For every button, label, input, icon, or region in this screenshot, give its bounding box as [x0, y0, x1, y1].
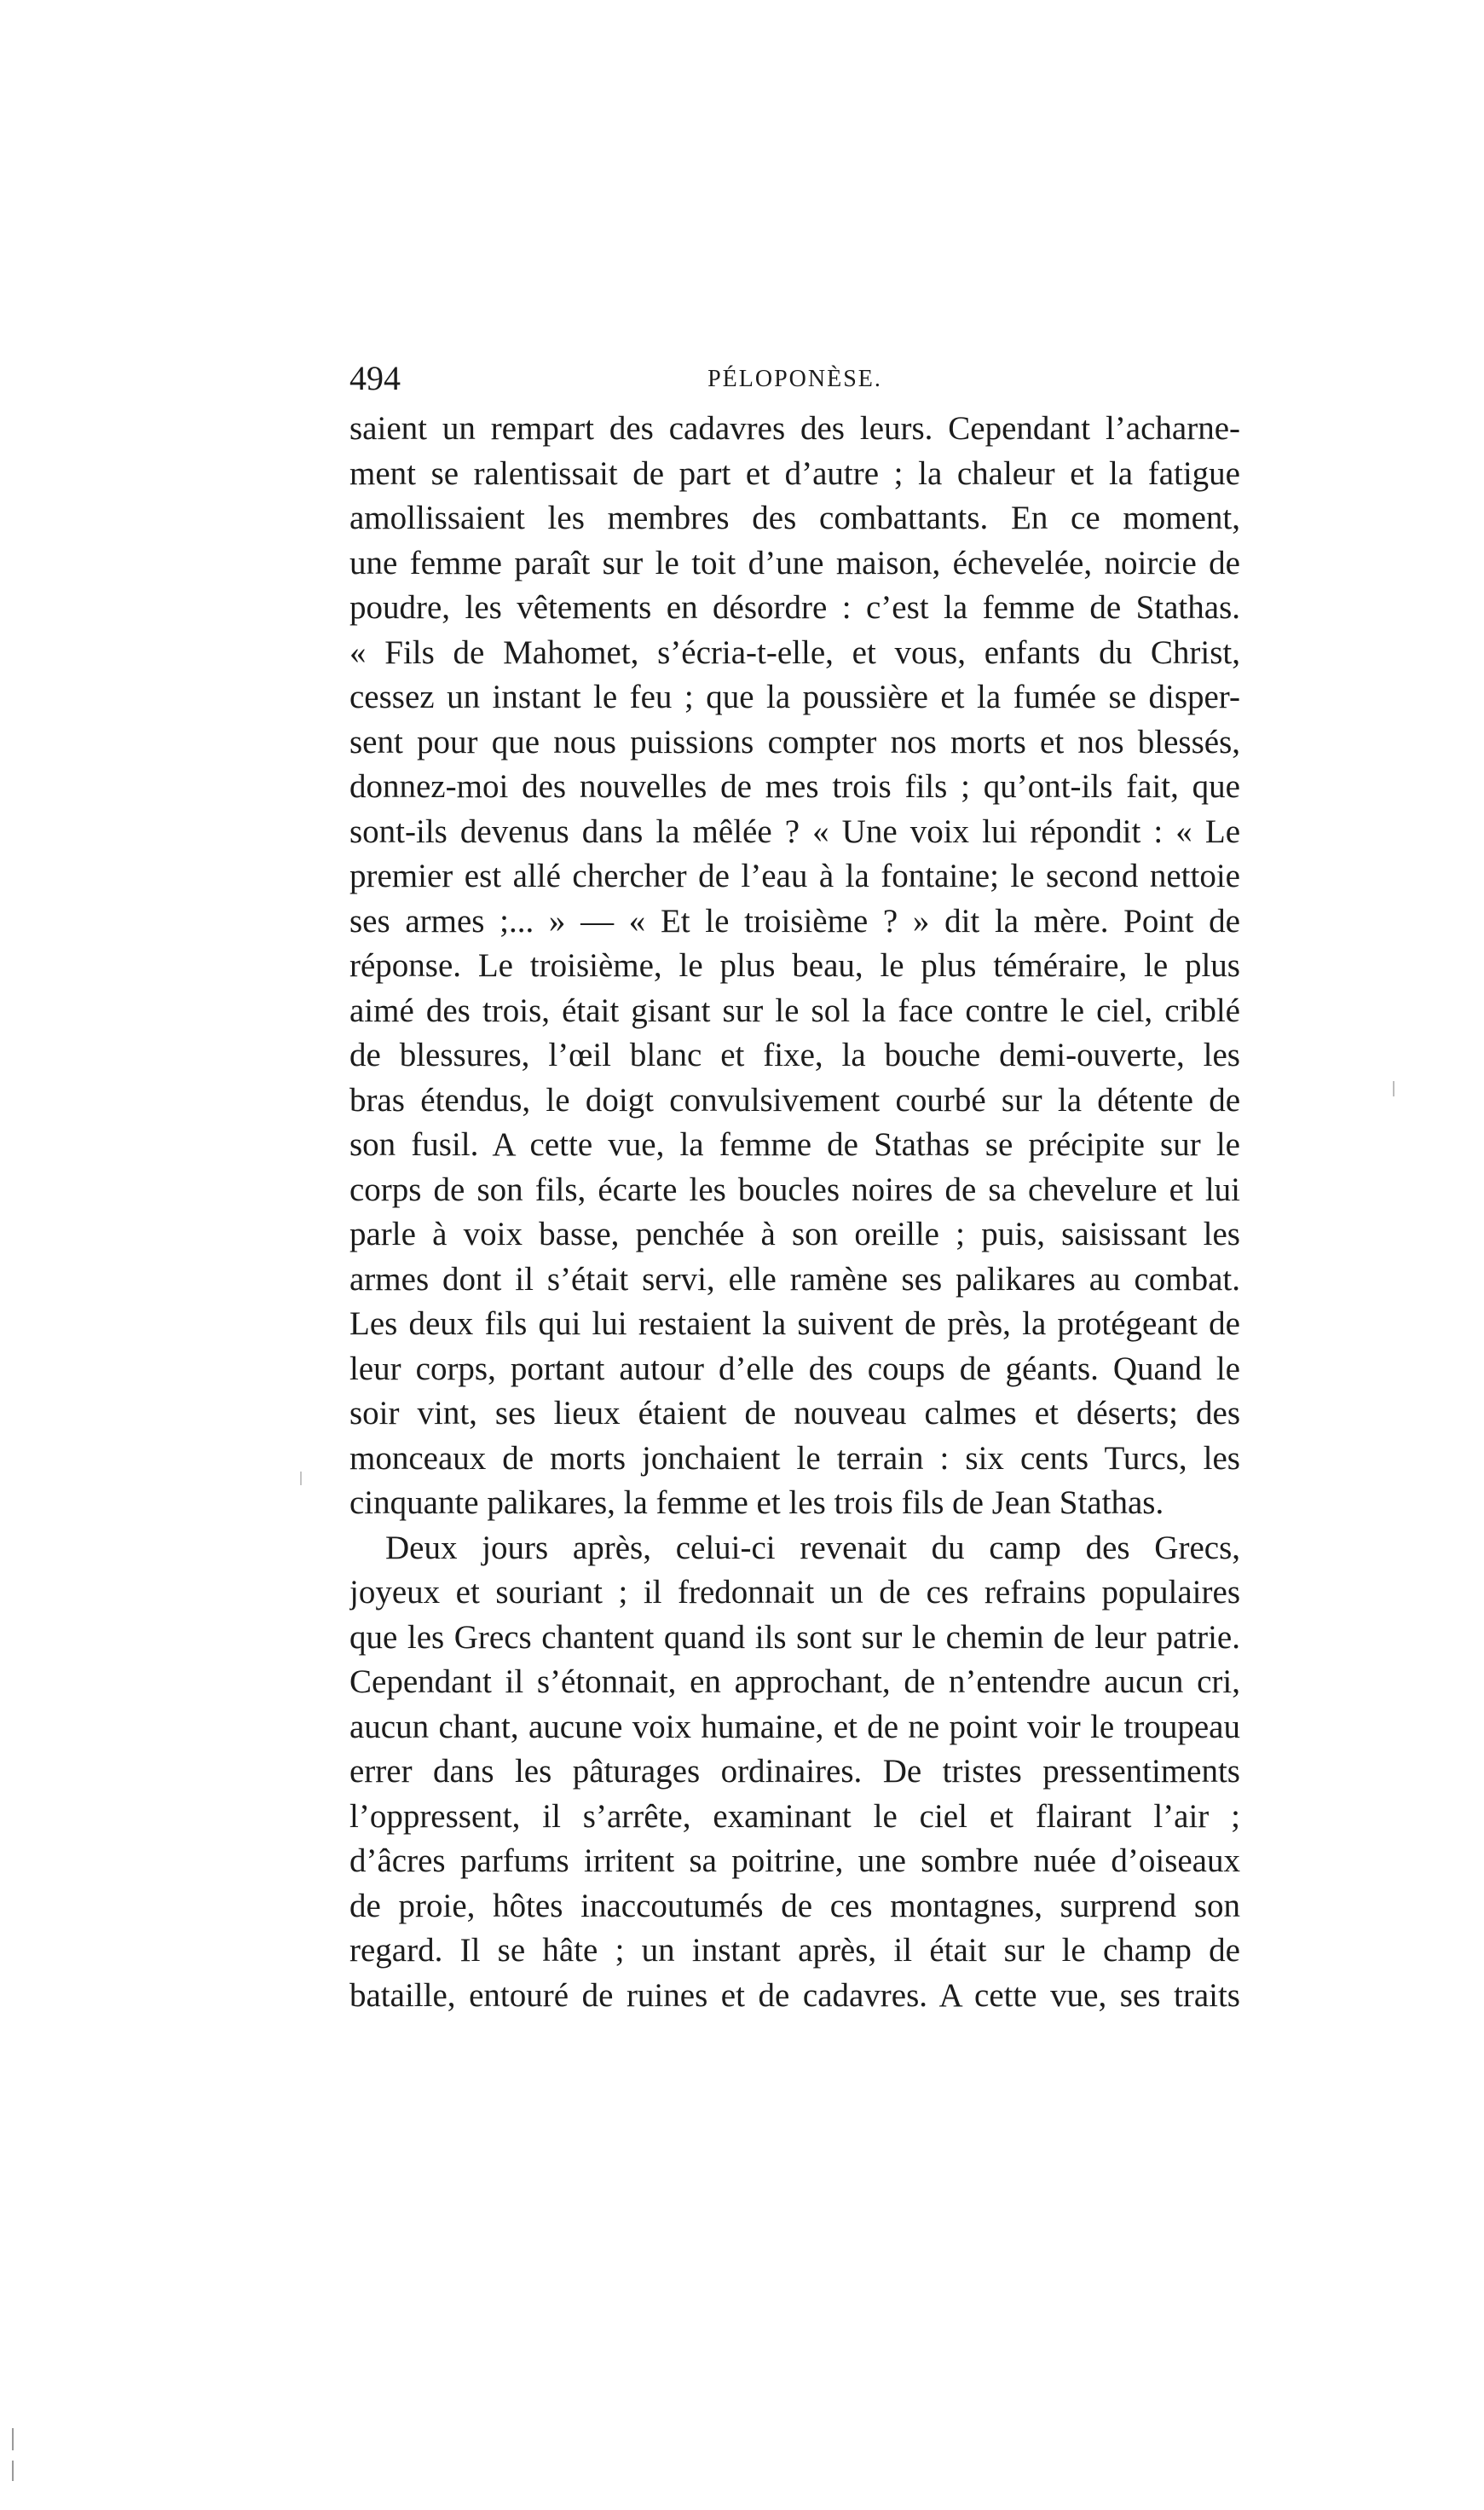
scan-speck [1393, 1081, 1394, 1096]
running-title: PÉLOPONÈSE. [707, 366, 882, 392]
text-line: que les Grecs chantent quand ils sont sur le chemin de leur patrie. [349, 1618, 1240, 1656]
paragraph-end-line: cinquante palikares, la femme et les trois fils de Jean Stathas. [349, 1484, 1164, 1521]
text-line: monceaux de morts jonchaient le terrain : six cents Turcs, les [349, 1439, 1240, 1477]
text-line: « Fils de Mahomet, s’écria-t-elle, et vous, enfants du Christ, [349, 633, 1240, 671]
text-line: corps de son fils, écarte les boucles noires de sa chevelure et lui [349, 1171, 1240, 1208]
text-line: parle à voix basse, penchée à son oreille ; puis, saisissant les [349, 1216, 1240, 1252]
scan-speck [12, 2461, 14, 2481]
text-line: sont-ils devenus dans la mêlée ? « Une voix lui répondit : « Le [349, 813, 1240, 850]
text-line: leur corps, portant autour d’elle des coups de géants. Quand le [349, 1350, 1240, 1387]
page-number: 494 [349, 359, 401, 397]
text-line: soir vint, ses lieux étaient de nouveau calmes et déserts; des [349, 1395, 1240, 1431]
text-line: saient un rempart des cadavres des leurs. Cependant l’acharne- [349, 410, 1240, 447]
text-line: l’oppressent, il s’arrête, examinant le ciel et flairant l’air ; [349, 1797, 1240, 1835]
text-line: une femme paraît sur le toit d’une maison, échevelée, noircie de [349, 544, 1240, 581]
text-line: regard. Il se hâte ; un instant après, il était sur le champ de [349, 1932, 1240, 1969]
text-line: aimé des trois, était gisant sur le sol la face contre le ciel, criblé [349, 992, 1240, 1029]
text-line: armes dont il s’était servi, elle ramène ses palikares au combat. [349, 1260, 1240, 1298]
text-line: Cependant il s’étonnait, en approchant, de n’entendre aucun cri, [349, 1663, 1240, 1700]
text-line: donnez-moi des nouvelles de mes trois fils ; qu’ont-ils fait, que [349, 768, 1240, 805]
text-line: aucun chant, aucune voix humaine, et de ne point voir le troupeau [349, 1708, 1240, 1745]
text-line: Les deux fils qui lui restaient la suivent de près, la protégeant de [349, 1305, 1240, 1342]
text-line: bataille, entouré de ruines et de cadavres. A cette vue, ses traits [349, 1976, 1240, 2014]
text-line: premier est allé chercher de l’eau à la fontaine; le second nettoie [349, 858, 1240, 894]
text-line: réponse. Le troisième, le plus beau, le plus téméraire, le plus [349, 947, 1240, 984]
text-line: poudre, les vêtements en désordre : c’est la femme de Stathas. [349, 589, 1240, 626]
text-line: ment se ralentissait de part et d’autre ; la chaleur et la fatigue [349, 454, 1240, 492]
text-line: joyeux et souriant ; il fredonnait un de ces refrains populaires [349, 1574, 1240, 1611]
text-line: ses armes ;... » — « Et le troisième ? » dit la mère. Point de [349, 902, 1240, 940]
text-line: cessez un instant le feu ; que la poussière et la fumée se disper- [349, 679, 1240, 715]
scan-speck [12, 2428, 14, 2450]
paragraph-start-line: Deux jours après, celui-ci revenait du camp des Grecs, [385, 1529, 1240, 1566]
text-line: errer dans les pâturages ordinaires. De tristes pressentiments [349, 1753, 1240, 1790]
text-line: amollissaient les membres des combattants. En ce moment, [349, 500, 1240, 536]
scan-speck [300, 1472, 302, 1485]
text-line: d’âcres parfums irritent sa poitrine, une sombre nuée d’oiseaux [349, 1842, 1240, 1879]
text-line: de blessures, l’œil blanc et fixe, la bouche demi-ouverte, les [349, 1037, 1240, 1073]
text-line: bras étendus, le doigt convulsivement courbé sur la détente de [349, 1081, 1240, 1119]
text-line: son fusil. A cette vue, la femme de Stathas se précipite sur le [349, 1126, 1240, 1163]
text-line: de proie, hôtes inaccoutumés de ces montagnes, surprend son [349, 1887, 1240, 1924]
text-line: sent pour que nous puissions compter nos morts et nos blessés, [349, 723, 1240, 761]
